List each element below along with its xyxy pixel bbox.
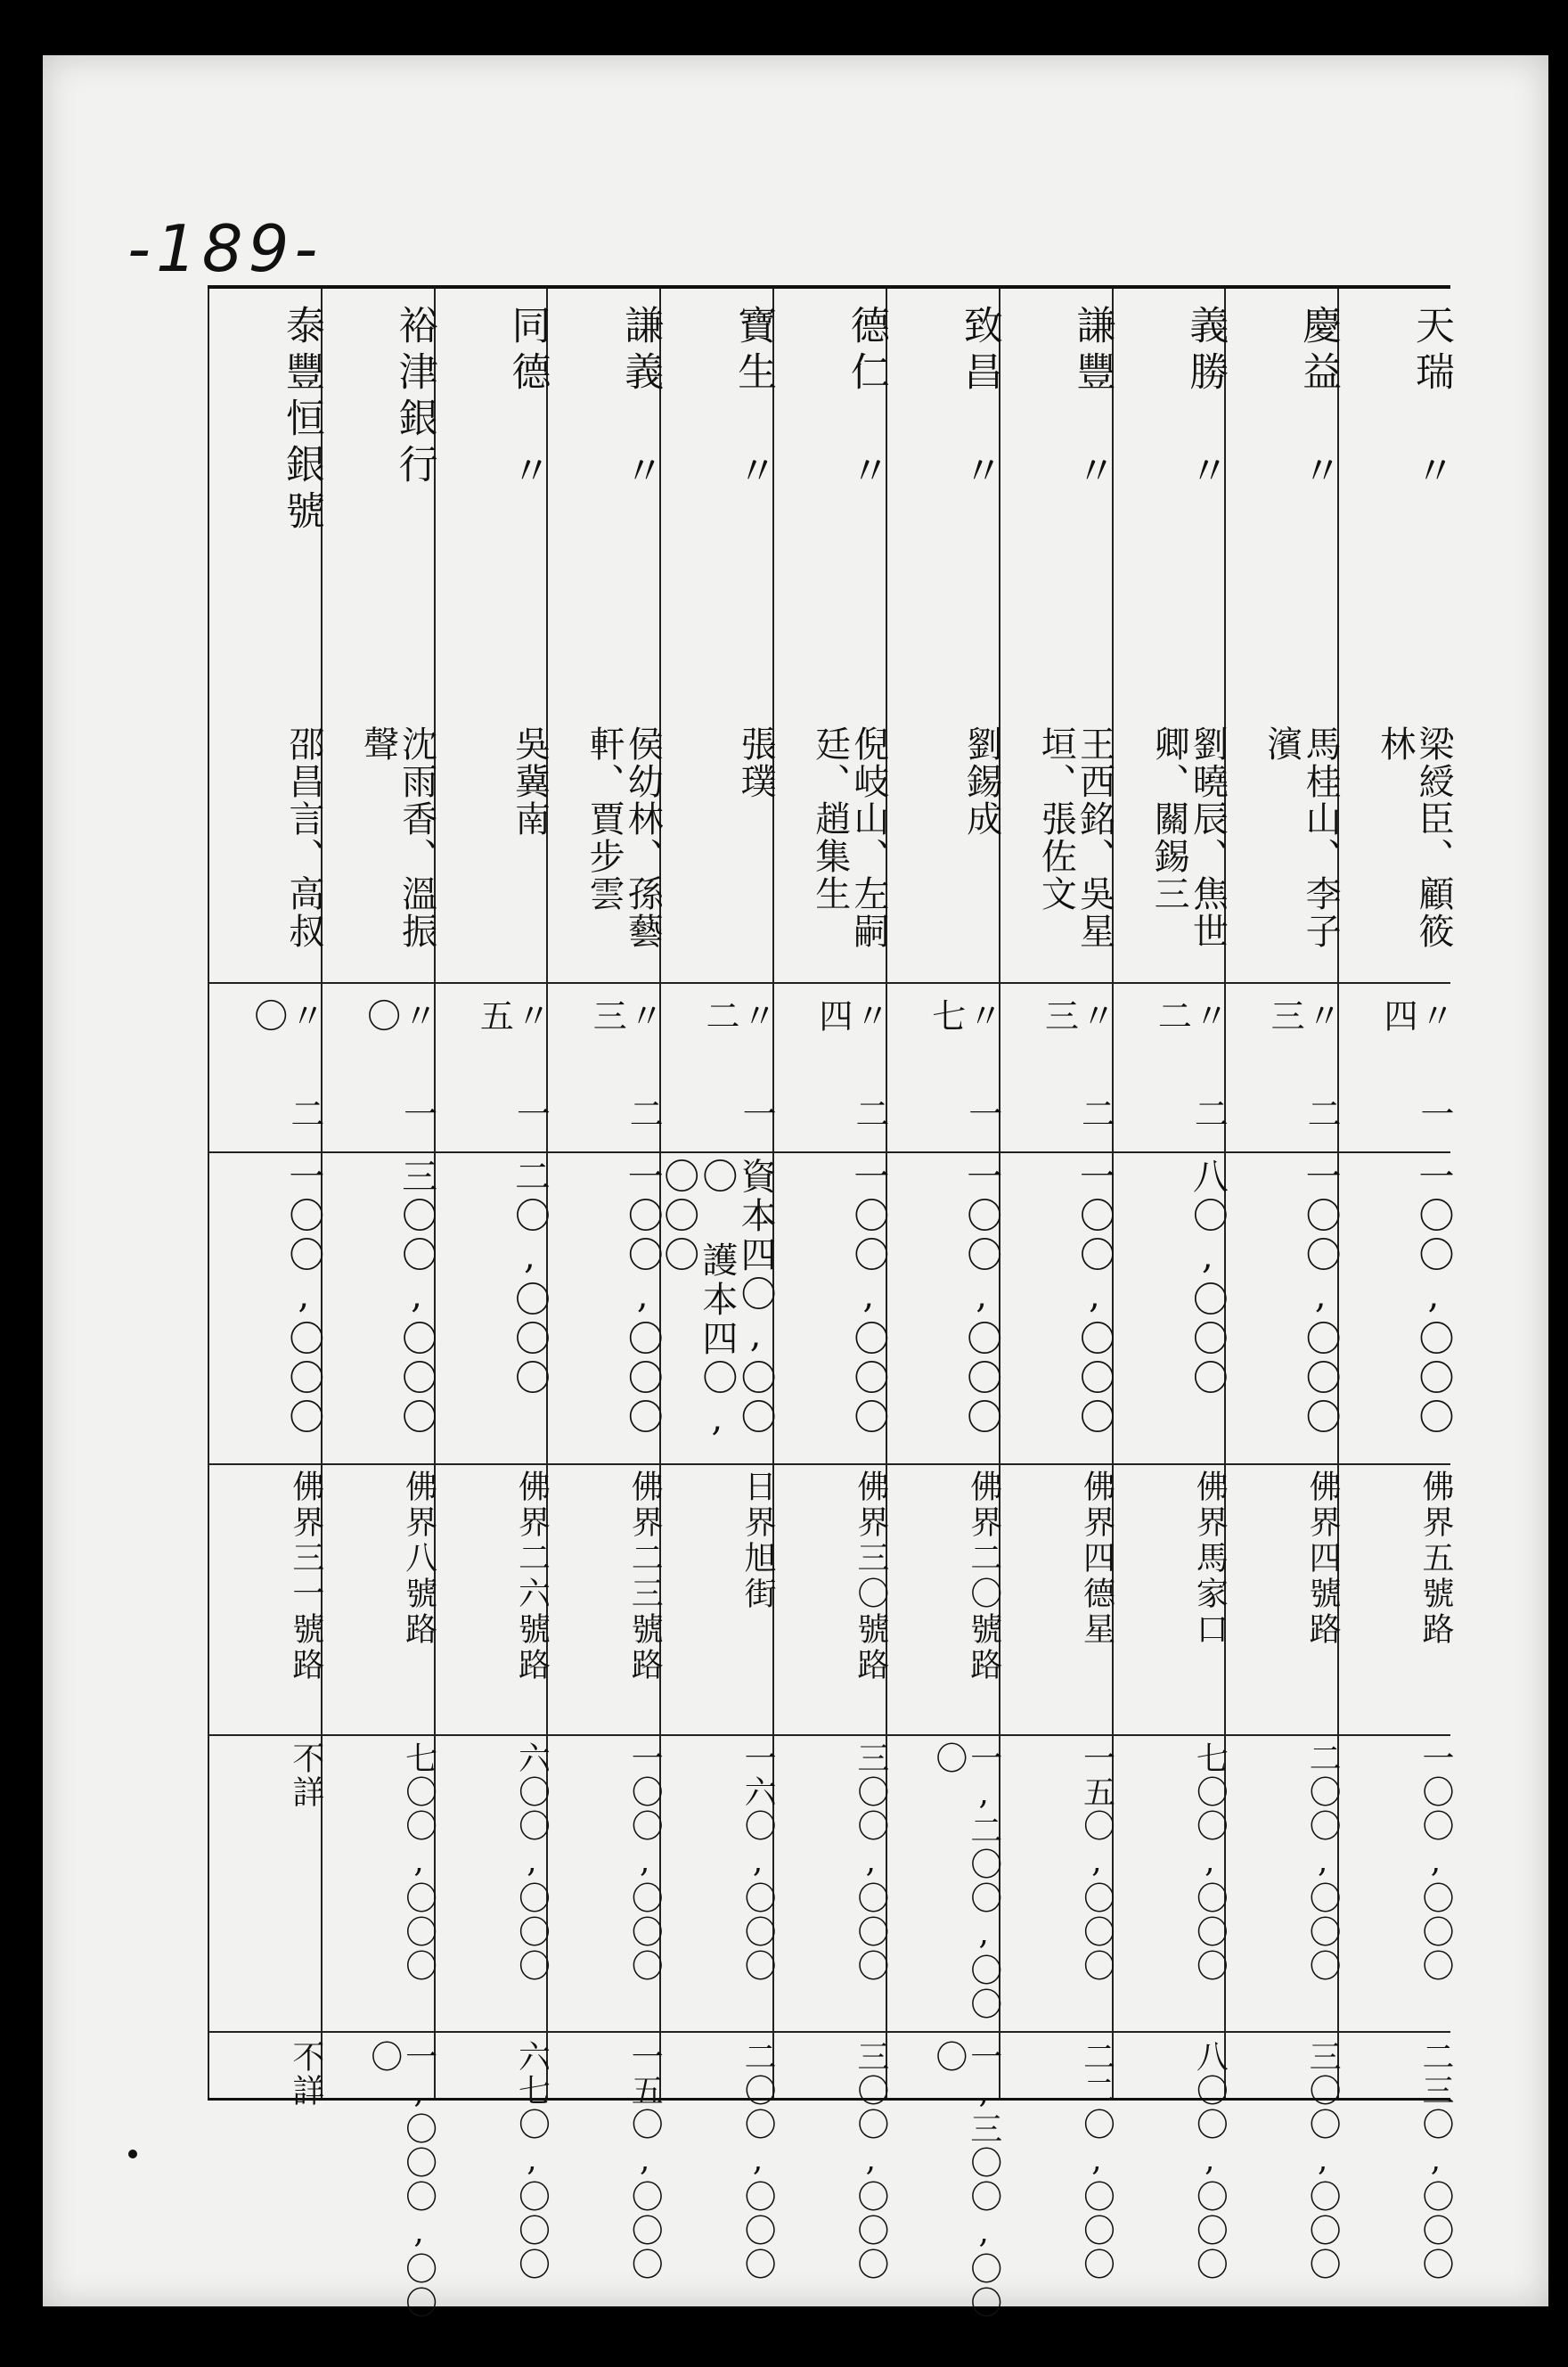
bank-address: 佛界二〇號路 xyxy=(965,1470,1002,1683)
manager-names: 梁綬臣、顧筱林 xyxy=(1374,725,1454,950)
capital-amount: 一〇〇,〇〇〇 xyxy=(960,1158,1002,1437)
bank-address: 佛界五號路 xyxy=(1417,1470,1454,1648)
capital-amount: 一〇〇,〇〇〇 xyxy=(282,1158,324,1437)
bank-name: 慶益 〃 xyxy=(1295,305,1342,496)
deposit-amount: 一〇〇,〇〇〇 xyxy=(1417,1741,1454,1983)
bank-address: 佛界二六號路 xyxy=(513,1470,551,1683)
ink-mark xyxy=(128,2150,137,2158)
document-page xyxy=(43,55,1548,2320)
capital-amount: 資本四〇,〇〇〇 護本四〇,〇〇〇 xyxy=(657,1158,777,1443)
capital-amount: 一〇〇,〇〇〇 xyxy=(622,1158,664,1437)
bank-name: 同德 〃 xyxy=(504,305,551,496)
years-established: 〃 二四 xyxy=(813,998,889,1143)
loan-amount: 二〇〇,〇〇〇 xyxy=(739,2040,777,2281)
manager-names: 邵昌言、高叔 xyxy=(282,725,324,950)
bank-column xyxy=(772,289,889,2281)
years-established: 〃 二三 xyxy=(1265,998,1342,1143)
bank-column xyxy=(321,289,437,2320)
manager-names: 劉曉辰、焦世卿、關錫三 xyxy=(1148,725,1229,950)
manager-names: 沈雨香、溫振聲 xyxy=(357,725,437,950)
loan-amount: 二二〇,〇〇〇 xyxy=(1078,2040,1115,2281)
deposit-amount: 二〇〇,〇〇〇 xyxy=(1304,1741,1342,1983)
bank-address: 佛界四德星 xyxy=(1078,1470,1115,1648)
bank-name: 寶生 〃 xyxy=(731,305,777,496)
capital-amount: 一〇〇,〇〇〇 xyxy=(847,1158,889,1437)
bank-column xyxy=(999,289,1115,2281)
capital-amount: 一〇〇,〇〇〇 xyxy=(1300,1158,1342,1437)
loan-amount: 六七〇,〇〇〇 xyxy=(513,2040,551,2281)
manager-names: 劉錫成 xyxy=(960,725,1002,838)
manager-names: 吳冀南 xyxy=(509,725,551,838)
loan-amount: 三〇〇,〇〇〇 xyxy=(852,2040,889,2281)
bank-address: 佛界二三號路 xyxy=(626,1470,664,1683)
loan-amount: 二三〇,〇〇〇 xyxy=(1417,2040,1454,2281)
years-established: 〃 二〇 xyxy=(248,998,324,1143)
bank-column xyxy=(1224,289,1342,2281)
bank-column xyxy=(1112,289,1229,2281)
deposit-amount: 七〇〇,〇〇〇 xyxy=(400,1741,437,1983)
bank-column xyxy=(1337,289,1454,2281)
bank-name: 致昌 〃 xyxy=(956,305,1002,496)
years-established: 〃 二三 xyxy=(1039,998,1115,1143)
bank-address: 佛界三〇號路 xyxy=(852,1470,889,1683)
loan-amount: 一,三〇〇,〇〇〇 xyxy=(930,2040,1002,2320)
years-established: 〃 一四 xyxy=(1377,998,1454,1143)
page-number: -189- xyxy=(127,211,323,286)
bank-column xyxy=(546,289,664,2281)
manager-names: 倪岐山、左嗣廷、趙集生 xyxy=(809,725,889,950)
capital-amount: 一〇〇,〇〇〇 xyxy=(1074,1158,1115,1437)
deposit-amount: 一〇〇,〇〇〇 xyxy=(626,1741,664,1983)
loan-amount: 三〇〇,〇〇〇 xyxy=(1304,2040,1342,2281)
bank-address: 佛界三一號路 xyxy=(287,1470,324,1683)
bank-address: 佛界四號路 xyxy=(1304,1470,1342,1648)
bank-address: 佛界馬家口 xyxy=(1191,1470,1229,1648)
loan-amount: 一,〇〇〇,〇〇〇 xyxy=(365,2040,437,2320)
deposit-amount: 六〇〇,〇〇〇 xyxy=(513,1741,551,1983)
loan-amount: 不詳 xyxy=(287,2040,324,2108)
bank-address: 佛界八號路 xyxy=(400,1470,437,1648)
loan-amount: 八〇〇,〇〇〇 xyxy=(1191,2040,1229,2281)
bank-name: 裕津銀行 xyxy=(391,305,437,490)
manager-names: 侯幼林、孫藝軒、賈步雲 xyxy=(584,725,664,950)
deposit-amount: 一,二〇〇,〇〇〇 xyxy=(930,1741,1002,2021)
capital-amount: 八〇,〇〇〇 xyxy=(1187,1158,1229,1398)
years-established: 〃 一二 xyxy=(700,998,777,1143)
loan-amount: 一五〇,〇〇〇 xyxy=(626,2040,664,2281)
capital-amount: 一〇〇,〇〇〇 xyxy=(1412,1158,1454,1437)
ledger-table xyxy=(208,285,1454,2320)
deposit-amount: 一六〇,〇〇〇 xyxy=(739,1741,777,1983)
bank-name: 義勝 〃 xyxy=(1182,305,1229,496)
capital-amount: 三〇〇,〇〇〇 xyxy=(396,1158,437,1437)
bank-name: 謙義 〃 xyxy=(617,305,664,496)
bank-column xyxy=(208,289,324,2108)
manager-names: 馬桂山、李子濱 xyxy=(1261,725,1342,950)
bank-name: 德仁 〃 xyxy=(843,305,889,496)
years-established: 〃 一五 xyxy=(474,998,551,1143)
bank-name: 天瑞 〃 xyxy=(1408,305,1454,496)
manager-names: 王西銘、吳星垣、張佐文 xyxy=(1035,725,1115,950)
bank-name: 泰豐恒銀號 xyxy=(278,305,324,536)
manager-names: 張璞 xyxy=(735,725,777,800)
bank-name: 謙豐 〃 xyxy=(1069,305,1115,496)
years-established: 〃 二三 xyxy=(587,998,664,1143)
bank-column xyxy=(886,289,1002,2320)
bank-column xyxy=(657,289,777,2281)
capital-amount: 二〇,〇〇〇 xyxy=(509,1158,551,1398)
years-established: 〃 二二 xyxy=(1152,998,1229,1143)
bank-address: 日界旭街 xyxy=(739,1470,777,1612)
years-established: 〃 一七 xyxy=(926,998,1002,1143)
deposit-amount: 一五〇,〇〇〇 xyxy=(1078,1741,1115,1983)
deposit-amount: 三〇〇,〇〇〇 xyxy=(852,1741,889,1983)
bank-column xyxy=(434,289,551,2281)
deposit-amount: 不詳 xyxy=(287,1741,324,1809)
years-established: 〃 一〇 xyxy=(361,998,437,1143)
deposit-amount: 七〇〇,〇〇〇 xyxy=(1191,1741,1229,1983)
